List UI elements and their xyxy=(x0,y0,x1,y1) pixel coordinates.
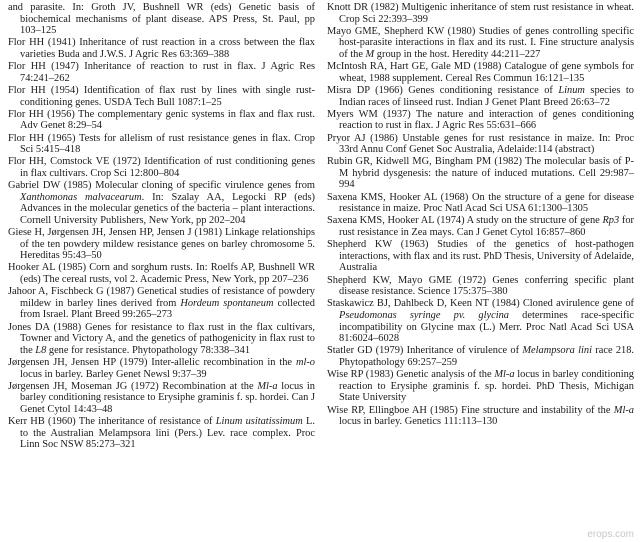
reference-entry xyxy=(8,416,315,451)
reference-text: Jahoor A, Fischbeck G (1987) Genetical studies of resistance of powdery mildew in barley lines derived from xyxy=(8,286,315,309)
reference-text: Flor HH, Comstock VE (1972) Identification of rust conditioning genes in flax cultivars. Crop Sci 12:800–804 xyxy=(8,156,315,179)
reference-italic-text: M xyxy=(365,48,375,60)
reference-text: Knott DR (1982) Multigenic inheritance of stem rust resistance in wheat. Crop Sci 22:393–399 xyxy=(327,2,634,25)
reference-column-right xyxy=(327,2,634,542)
reference-entry xyxy=(327,133,634,156)
reference-text: Saxena KMS, Hooker AL (1968) On the structure of a gene for disease resistance in maize. Proc Natl Acad Sci USA 61:1300–1305 xyxy=(327,191,634,215)
reference-entry xyxy=(8,109,315,132)
reference-text: Saxena KMS, Hooker AL (1974) A study on the structure of gene xyxy=(327,215,603,227)
reference-text: locus in barley conditioning reaction to Erysiphe graminis f. sp. hordei. PhD Thesis, Michigan State University xyxy=(339,369,634,404)
reference-entry xyxy=(8,357,315,380)
reference-italic-text: Pseudomonas syringe pv. glycina xyxy=(339,309,510,321)
reference-text: Statler GD (1979) Inheritance of virulence of xyxy=(327,345,523,357)
reference-text: Gabriel DW (1985) Molecular cloning of specific virulence genes from xyxy=(8,180,315,192)
reference-text: collected from Israel. Plant Breed 99:265–273 xyxy=(20,297,315,321)
reference-text: Staskawicz BJ, Dahlbeck D, Keen NT (1984) Cloned avirulence gene of xyxy=(327,298,634,310)
reference-entry xyxy=(327,61,634,84)
reference-text: Misra DP (1966) Genes conditioning resistance of xyxy=(327,84,559,96)
reference-entry xyxy=(327,369,634,404)
reference-italic-text: Hordeum spontaneum xyxy=(180,297,274,309)
reference-text: locus in barley. Genetics 111:113–130 xyxy=(339,416,498,428)
reference-text: Hooker AL (1985) Corn and sorghum rusts. In: Roelfs AP, Bushnell WR (eds) The cereal rusts, vol 2. Academic Press, New York, pp 207–236 xyxy=(8,262,315,285)
reference-italic-text: Linum xyxy=(558,84,585,96)
reference-italic-text: L8 xyxy=(35,344,47,356)
reference-entry xyxy=(8,286,315,321)
reference-entry xyxy=(327,2,634,25)
reference-text: . In: Szalay AA, Legocki RP (eds) Advances in the molecular genetics of the bacteria – plant interactions. Cornell University Publishers, New York, pp 202–204 xyxy=(20,191,315,226)
reference-text: locus in barley conditioning resistance to Erysiphe graminis f. sp. hordei. Can J Genet Cytol 14:43–48 xyxy=(20,380,316,415)
reference-italic-text: Ml-a xyxy=(613,404,634,416)
reference-text: for rust resistance in Zea mays. Can J Genet Cytol 16:857–860 xyxy=(339,215,634,239)
reference-entry xyxy=(327,109,634,132)
reference-text: group in the host. Heredity 44:211–227 xyxy=(374,48,541,60)
reference-italic-text: Linum usitatissimum xyxy=(215,416,303,428)
reference-text: determines race-specific incompatibility on Glycine max (L.) Merr. Proc Natl Acad Sci USA 81:6024–6028 xyxy=(339,309,634,345)
reference-text: Flor HH (1954) Identification of flax rust by lines with single rust-conditioning genes. USDA Tech Bull 1087:1–25 xyxy=(8,84,315,108)
reference-text: Flor HH (1956) The complementary genic systems in flax and flax rust. Adv Genet 8:29–54 xyxy=(8,108,315,132)
reference-entry xyxy=(8,262,315,285)
reference-text: Mayo GME, Shepherd KW (1980) Studies of genes controlling specific host-parasite interactions in flax and its rust. I. Fine structure analysis of the xyxy=(327,25,634,60)
reference-text: Myers WM (1937) The nature and interaction of genes conditioning reaction to rust in flax. J Agric Res 55:631–666 xyxy=(327,108,634,132)
reference-entry xyxy=(8,156,315,179)
reference-italic-text: Melampsora lini xyxy=(522,345,592,357)
reference-entry xyxy=(8,227,315,262)
reference-text: Kerr HB (1960) The inheritance of resistance of xyxy=(8,416,216,428)
reference-entry xyxy=(327,239,634,274)
reference-italic-text: ml-o xyxy=(295,356,315,368)
reference-entry xyxy=(327,298,634,344)
reference-text: species to Indian races of linseed rust. Indian J Genet Plant Breed 26:63–72 xyxy=(339,84,634,108)
reference-text: Giese H, Jørgensen JH, Jensen HP, Jensen J (1981) Linkage relationships of the ten powdery mildew resistance genes on barley chromosome 5. Hereditas 95:43–50 xyxy=(8,227,315,262)
reference-entry xyxy=(327,26,634,61)
reference-entry xyxy=(8,133,315,156)
reference-column-left xyxy=(8,2,315,542)
reference-entry xyxy=(8,381,315,416)
reference-text: Flor HH (1941) Inheritance of rust reaction in a cross between the flax varieties Buda and J.W.S. J Agric Res 63:369–388 xyxy=(8,37,315,60)
reference-text: Rubin GR, Kidwell MG, Bingham PM (1982) The molecular basis of P-M hybrid dysgenesis: the nature of induced mutations. Cell 29:987–994 xyxy=(327,156,634,191)
reference-text: race 218. Phytopathology 69:257–259 xyxy=(339,345,634,368)
reference-italic-text: Ml-a xyxy=(494,369,515,381)
reference-text: Jørgensen JH, Moseman JG (1972) Recombination at the xyxy=(8,380,258,392)
reference-text: McIntosh RA, Hart GE, Gale MD (1988) Catalogue of gene symbols for wheat, 1988 supplement. Cereal Res Commun 16:121–135 xyxy=(327,61,634,84)
reference-text: Jones DA (1988) Genes for resistance to flax rust in the flax cultivars, Towner and Victory A, and the genetics of pathogenicity in flax rust to the xyxy=(8,321,315,356)
reference-text: Wise RP, Ellingboe AH (1985) Fine structure and instability of the xyxy=(327,404,614,416)
reference-text: Shepherd KW, Mayo GME (1972) Genes conferring specific plant disease resistance. Science 175:375–380 xyxy=(327,274,634,298)
watermark: erops.com xyxy=(587,529,634,540)
reference-text: gene for resistance. Phytopathology 78:338–341 xyxy=(46,344,251,356)
reference-text: Flor HH (1965) Tests for allelism of rust resistance genes in flax. Crop Sci 5:415–418 xyxy=(8,132,315,156)
reference-text: L. to the Australian Melampsora lini (Pers.) Lev. race complex. Proc Linn Soc NSW 85:273–321 xyxy=(20,416,315,451)
reference-italic-text: Rp3 xyxy=(602,215,620,227)
reference-entry xyxy=(327,85,634,108)
reference-text: Flor HH (1947) Inheritance of reaction to rust in flax. J Agric Res 74:241–262 xyxy=(8,61,315,84)
reference-entry xyxy=(327,215,634,238)
reference-entry xyxy=(327,275,634,298)
reference-entry xyxy=(8,322,315,357)
reference-text: locus in barley. Barley Genet Newsl 9:37–39 xyxy=(20,368,207,380)
reference-text: Shepherd KW (1963) Studies of the genetics of host-pathogen interactions, with flax and its rust. PhD Thesis, University of Adelaide, Australia xyxy=(327,239,634,274)
reference-entry xyxy=(8,61,315,84)
reference-entry xyxy=(8,180,315,226)
reference-entry xyxy=(327,192,634,215)
reference-text: and parasite. In: Groth JV, Bushnell WR (eds) Genetic basis of biochemical mechanisms of plant disease. APS Press, St. Paul, pp 103–125 xyxy=(8,2,315,37)
reference-italic-text: Ml-a xyxy=(257,380,278,392)
reference-text: Pryor AJ (1986) Unstable genes for rust resistance in maize. In: Proc 33rd Annu Conf Genet Soc Australia, Adelaide:114 (abstract) xyxy=(327,132,634,156)
reference-text: Jørgensen JH, Jensen HP (1979) Inter-allelic recombination in the xyxy=(8,356,296,368)
reference-entry xyxy=(8,2,315,37)
reference-entry xyxy=(8,37,315,60)
reference-entry xyxy=(327,156,634,191)
reference-entry xyxy=(8,85,315,108)
reference-entry xyxy=(327,345,634,368)
reference-text: Wise RP (1983) Genetic analysis of the xyxy=(327,369,495,381)
reference-italic-text: Xanthomonas malvacearum xyxy=(20,191,142,203)
reference-entry xyxy=(327,405,634,428)
